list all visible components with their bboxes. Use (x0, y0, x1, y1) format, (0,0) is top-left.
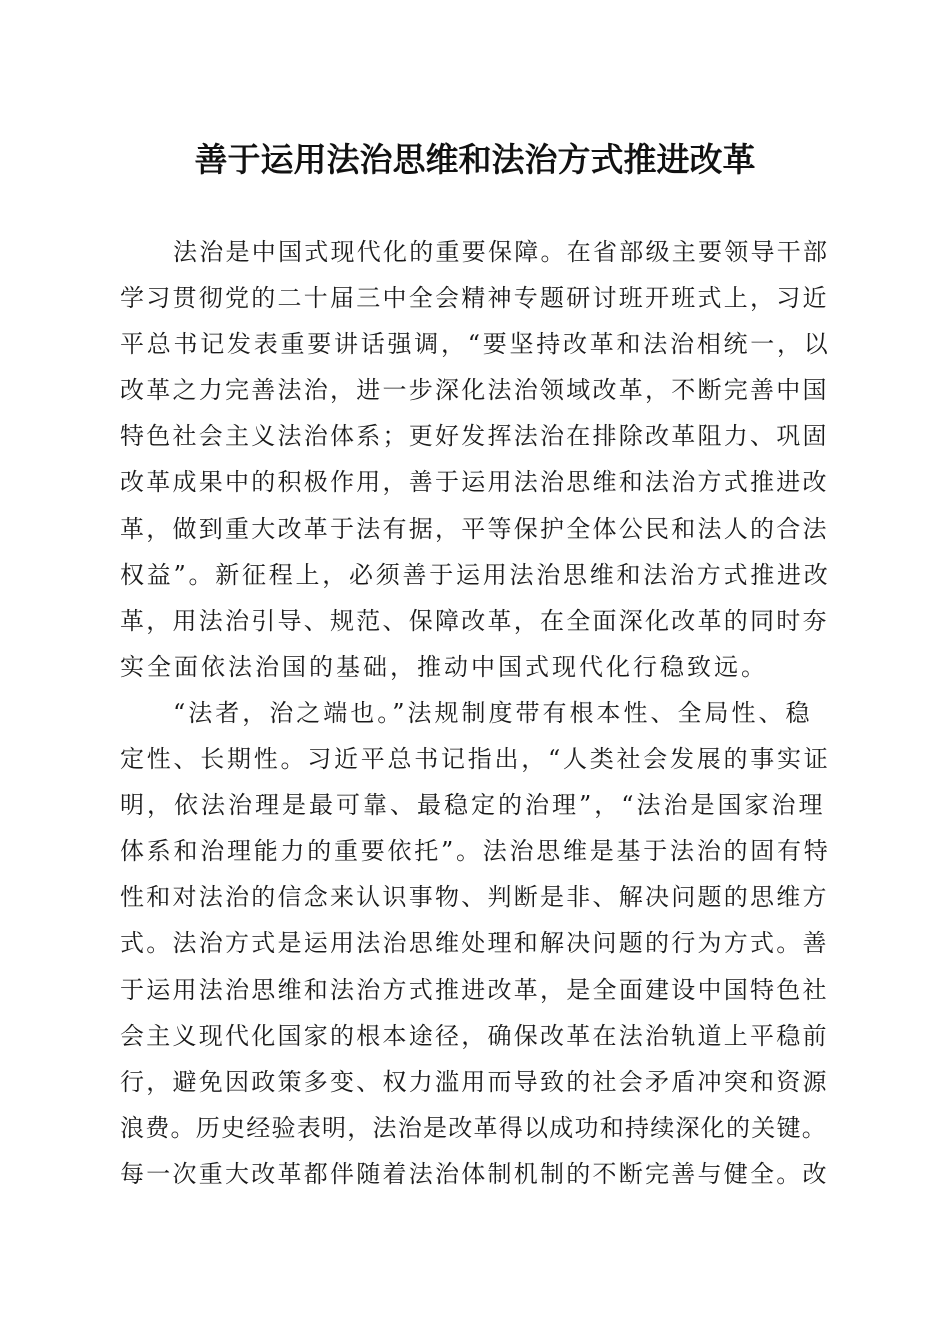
text-line: 会主义现代化国家的根本途径，确保改革在法治轨道上平稳前 (120, 1021, 829, 1050)
text-line: 体系和治理能力的重要依托”。法治思维是基于法治的固有特 (120, 837, 831, 866)
text-line: 法治是中国式现代化的重要保障。在省部级主要领导干部 (173, 238, 830, 266)
text-line: 每一次重大改革都伴随着法治体制机制的不断完善与健全。改 (120, 1159, 829, 1188)
text-line: 革，用法治引导、规范、保障改革，在全面深化改革的同时夯 (120, 606, 829, 635)
text-line: 改革之力完善法治，进一步深化法治领域改革，不断完善中国 (120, 376, 829, 405)
text-line: 性和对法治的信念来认识事物、判断是非、解决问题的思维方 (120, 883, 829, 912)
text-line: 浪费。历史经验表明，法治是改革得以成功和持续深化的关键。 (120, 1113, 827, 1142)
text-line: 定性、长期性。习近平总书记指出，“人类社会发展的事实证 (120, 745, 831, 774)
text-line: 改革成果中的积极作用，善于运用法治思维和法治方式推进改 (120, 468, 829, 497)
text-line: 特色社会主义法治体系；更好发挥法治在排除改革阻力、巩固 (120, 422, 829, 451)
text-line: 行，避免因政策多变、权力滥用而导致的社会矛盾冲突和资源 (120, 1067, 829, 1096)
document-title: 善于运用法治思维和法治方式推进改革 (194, 140, 756, 179)
text-line: 于运用法治思维和法治方式推进改革，是全面建设中国特色社 (120, 975, 829, 1004)
text-line: 明，依法治理是最可靠、最稳定的治理”，“法治是国家治理 (120, 791, 826, 820)
paragraph-2 (120, 690, 832, 1197)
text-line: 学习贯彻党的二十届三中全会精神专题研讨班开班式上，习近 (120, 284, 829, 313)
text-line: 平总书记发表重要讲话强调，“要坚持改革和法治相统一，以 (120, 330, 831, 359)
text-line: 实全面依法治国的基础，推动中国式现代化行稳致远。 (120, 652, 768, 681)
text-line: “法者，治之端也。”法规制度带有根本性、全局性、稳 (173, 698, 813, 727)
text-line: 式。法治方式是运用法治思维处理和解决问题的行为方式。善 (120, 929, 829, 958)
paragraph-1 (120, 229, 832, 690)
text-line: 革，做到重大改革于法有据，平等保护全体公民和法人的合法 (120, 514, 829, 543)
document-body (120, 229, 832, 1197)
text-line: 权益”。新征程上，必须善于运用法治思维和法治方式推进改 (120, 560, 831, 589)
